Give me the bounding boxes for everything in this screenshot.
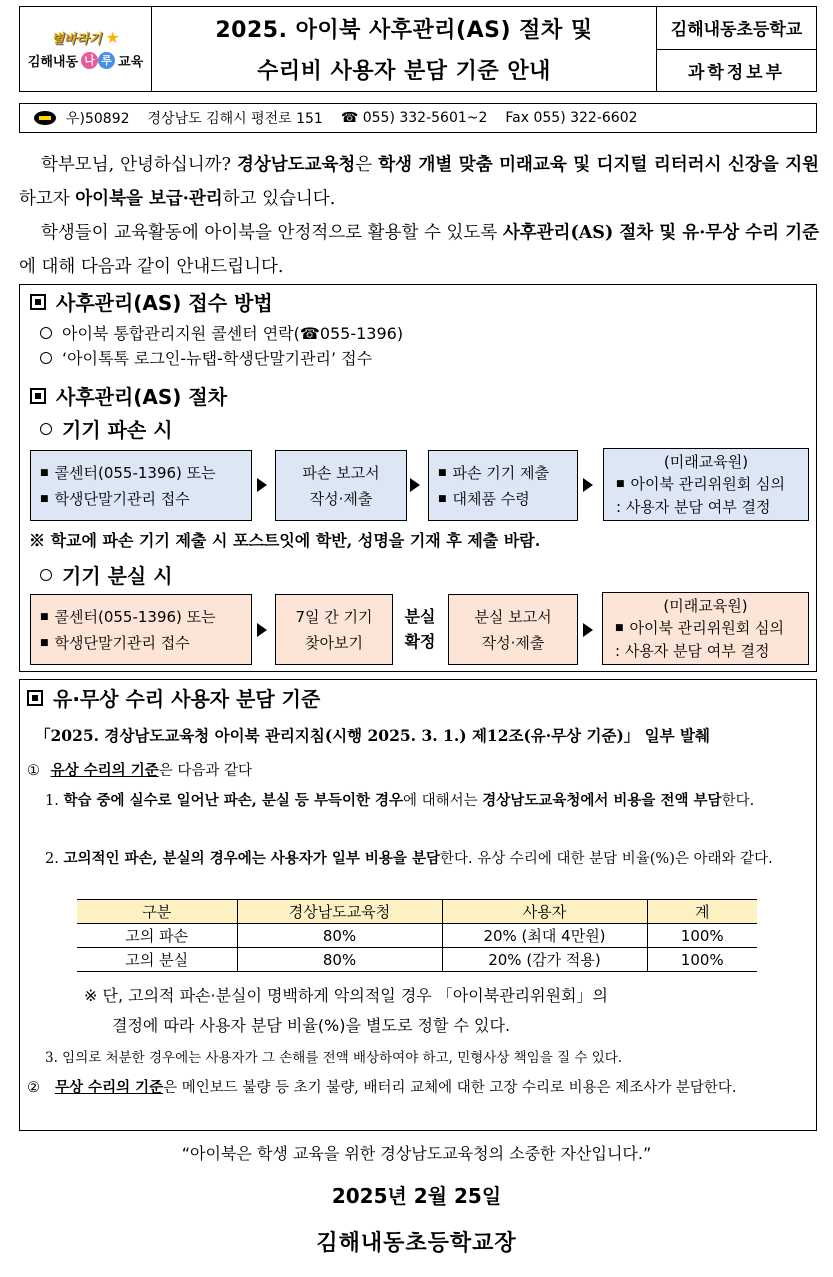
- square-bullet-icon: ■: [40, 611, 49, 622]
- table-cell: 20% (최대 4만원): [442, 924, 647, 948]
- intro-paragraph-2: [19, 216, 819, 284]
- school-emblem-icon: [34, 111, 56, 125]
- square-bullet-icon: ■: [40, 493, 49, 504]
- rule-bold: 학습 중에 실수로 일어난 파손, 분실 등 부득이한 경우: [63, 792, 404, 809]
- title-line-1: 2025. 아이북 사후관리(AS) 절차 및: [215, 18, 593, 43]
- cost-share-table: [77, 899, 757, 972]
- body-text: 은: [355, 155, 379, 175]
- closing-quote: “아이북은 학생 교육을 위한 경상남도교육청의 소중한 자산입니다.”: [181, 1144, 652, 1163]
- circle-bullet-icon: [40, 352, 52, 364]
- intro-paragraph-1: [19, 148, 819, 216]
- logo-school-name: 김해내동: [27, 55, 79, 70]
- postal-code: 우)50892: [66, 111, 130, 127]
- square-bullet-icon: ■: [616, 478, 625, 489]
- square-bullet-icon: [30, 388, 46, 404]
- logo-ru: 루: [98, 52, 115, 69]
- title-line-2: 수리비 사용자 분담 기준 안내: [257, 59, 551, 84]
- damage-subtitle: [40, 414, 173, 443]
- table-cell: 고의 파손: [77, 924, 237, 948]
- rule-text: 에 대해서는: [403, 793, 483, 809]
- arrow-right-icon: [257, 478, 267, 492]
- square-bullet-icon: [30, 294, 46, 310]
- circle-bullet-icon: [40, 423, 52, 435]
- column-header: 경상남도교육청: [237, 900, 442, 924]
- column-header: 계: [647, 900, 757, 924]
- table-header-row: [77, 900, 757, 924]
- section-title: 사후관리(AS) 절차: [56, 385, 228, 409]
- school-logo: [20, 7, 152, 91]
- damage-step-2: [275, 450, 407, 521]
- star-icon: ★: [105, 28, 120, 47]
- section-title: 사후관리(AS) 접수 방법: [56, 291, 273, 315]
- confirm-text: 분실: [404, 607, 436, 626]
- document-title: [152, 7, 656, 91]
- emphasis-text: 경상남도교육청: [236, 155, 356, 175]
- rule-3: 3. 임의로 처분한 경우에는 사용자가 그 손해를 전액 배상하여야 하고, 민형사상 책임을 질 수 있다.: [45, 1050, 623, 1066]
- loss-step-2: [275, 594, 393, 665]
- arrow-right-icon: [410, 478, 420, 492]
- column-header: 사용자: [442, 900, 647, 924]
- circle-bullet-icon: [40, 569, 52, 581]
- rule-1: [45, 787, 805, 815]
- rule-text: 한다. 유상 수리에 대한 분담 비율(%)은 아래와 같다.: [440, 851, 773, 867]
- emphasis-text: 사후관리(AS) 절차 및 유·무상 수리 기준: [502, 223, 820, 243]
- fax-number: Fax 055) 322-6602: [505, 110, 638, 126]
- square-bullet-icon: ■: [40, 637, 49, 648]
- issue-date: 2025년 2월 25일: [331, 1184, 502, 1208]
- column-header: 구분: [77, 900, 237, 924]
- step-text: 작성·제출: [309, 489, 373, 508]
- damage-step-3: [428, 450, 578, 521]
- school-name: 김해내동초등학교: [657, 7, 816, 50]
- item-number: ②: [27, 1080, 40, 1096]
- guideline-quote: 「2025. 경상남도교육청 아이북 관리지침(시행 2025. 3. 1.) 제12조(유·무상 기준)」 일부 발췌: [35, 726, 710, 745]
- rule-text: 한다.: [721, 793, 755, 809]
- malicious-note-line-1: ※ 단, 고의적 파손·분실이 명백하게 악의적일 경우 「아이북관리위원회」의: [84, 986, 608, 1005]
- section-as-reception: [30, 287, 273, 316]
- item-number: ①: [27, 763, 40, 779]
- rule-bold: 경상남도교육청에서 비용을 전액 부담: [482, 792, 722, 809]
- malicious-note-line-2: 결정에 따라 사용자 분담 비율(%)을 별도로 정할 수 있다.: [112, 1016, 511, 1035]
- table-cell: 20% (감가 적용): [442, 948, 647, 972]
- circle-bullet-icon: [40, 327, 52, 339]
- list-item: [40, 346, 372, 369]
- section-as-procedure: [30, 381, 227, 410]
- issuer-cell: [656, 7, 816, 91]
- reception-method-online: ‘아이톡톡 로그인-뉴탭-학생단말기관리’ 접수: [62, 349, 373, 368]
- free-repair-label: 무상 수리의 기준: [55, 1079, 164, 1096]
- table-cell: 100%: [647, 948, 757, 972]
- step-text: 분실 보고서: [474, 607, 552, 626]
- body-text: 학부모님, 안녕하십니까?: [41, 155, 237, 175]
- step-text: 학생단말기관리 접수: [54, 489, 190, 508]
- table-cell: 고의 분실: [77, 948, 237, 972]
- step-text: 파손 기기 제출: [452, 463, 549, 482]
- rule-number: 2.: [45, 851, 59, 867]
- damage-submit-note: ※ 학교에 파손 기기 제출 시 포스트잇에 학반, 성명을 기재 후 제출 바람.: [29, 531, 541, 550]
- arrow-right-icon: [583, 623, 593, 637]
- intro-text: [19, 148, 819, 284]
- arrow-right-icon: [583, 478, 593, 492]
- body-text: 에 대해 다음과 같이 안내드립니다.: [19, 257, 284, 277]
- step-text: : 사용자 분담 여부 결정: [615, 641, 770, 660]
- step-text: 대체품 수령: [452, 489, 530, 508]
- step-text: 콜센터(055-1396) 또는: [54, 607, 216, 626]
- subtitle-text: 기기 분실 시: [62, 564, 173, 588]
- subtitle-text: 기기 파손 시: [62, 418, 173, 442]
- step-head: (미래교육원): [663, 452, 749, 471]
- free-repair-item: [27, 1074, 812, 1102]
- rule-2: [45, 845, 807, 873]
- paid-repair-label: 유상 수리의 기준: [50, 762, 159, 779]
- loss-confirmed: [397, 604, 443, 654]
- step-text: 학생단말기관리 접수: [54, 633, 190, 652]
- section-title: 유·무상 수리 사용자 분담 기준: [53, 687, 321, 711]
- logo-slogan: 별바라기: [51, 32, 102, 47]
- department-name: 과학정보부: [687, 62, 786, 83]
- logo-edu: 교육: [118, 55, 144, 70]
- letter-header: [19, 6, 817, 92]
- step-text: 콜센터(055-1396) 또는: [54, 463, 216, 482]
- address-bar: [19, 103, 817, 133]
- item-text: 은 다음과 같다: [158, 763, 253, 779]
- step-text: 작성·제출: [481, 633, 545, 652]
- body-text: 하고 있습니다.: [222, 189, 336, 209]
- step-text: 아이북 관리위원회 심의: [630, 474, 785, 493]
- logo-na: 나: [81, 52, 98, 69]
- list-item: [40, 321, 403, 344]
- item-text: 은 메인보드 불량 등 초기 불량, 배터리 교체에 대한 고장 수리로 비용은 제조사가 분담한다.: [163, 1080, 737, 1096]
- table-row: [77, 948, 757, 972]
- step-text: 아이북 관리위원회 심의: [629, 618, 784, 637]
- step-text: 파손 보고서: [302, 463, 380, 482]
- confirm-text: 확정: [404, 632, 436, 651]
- arrow-right-icon: [257, 623, 267, 637]
- table-cell: 100%: [647, 924, 757, 948]
- square-bullet-icon: ■: [40, 467, 49, 478]
- rule-bold: 고의적인 파손, 분실의 경우에는 사용자가 일부 비용을 분담: [63, 850, 441, 867]
- square-bullet-icon: [27, 690, 43, 706]
- street-address: 경상남도 김해시 평전로 151: [147, 111, 323, 127]
- reception-method-callcenter: 아이북 통합관리지원 콜센터 연락(☎055-1396): [62, 324, 404, 343]
- paid-repair-heading: [27, 757, 252, 785]
- section-cost-standard: [27, 683, 320, 712]
- step-head: (미래교육원): [663, 596, 748, 615]
- loss-step-3: [448, 594, 578, 665]
- body-text: 학생들이 교육활동에 아이북을 안정적으로 활용할 수 있도록: [41, 223, 503, 243]
- phone-number: ☎ 055) 332-5601~2: [340, 110, 488, 126]
- rule-number: 1.: [45, 793, 59, 809]
- loss-step-1: [30, 594, 252, 665]
- square-bullet-icon: ■: [438, 493, 447, 504]
- square-bullet-icon: ■: [438, 467, 447, 478]
- table-cell: 80%: [237, 948, 442, 972]
- table-row: [77, 924, 757, 948]
- damage-step-4: [603, 448, 809, 521]
- step-text: 7일 간 기기: [295, 607, 373, 626]
- principal-signature: 김해내동초등학교장: [316, 1231, 517, 1256]
- step-text: : 사용자 분담 여부 결정: [616, 497, 771, 516]
- square-bullet-icon: ■: [615, 622, 624, 633]
- loss-subtitle: [40, 560, 173, 589]
- emphasis-text: 아이북을 보급·관리: [75, 189, 223, 209]
- damage-step-1: [30, 450, 252, 521]
- emphasis-text: 학생 개별 맞춤 미래교육 및 디지털 리터러시 신장을 지원: [378, 155, 820, 175]
- logo-naru-mark: [81, 52, 115, 69]
- loss-step-4: [602, 592, 809, 665]
- table-cell: 80%: [237, 924, 442, 948]
- step-text: 찾아보기: [305, 633, 363, 652]
- body-text: 하고자: [19, 189, 76, 209]
